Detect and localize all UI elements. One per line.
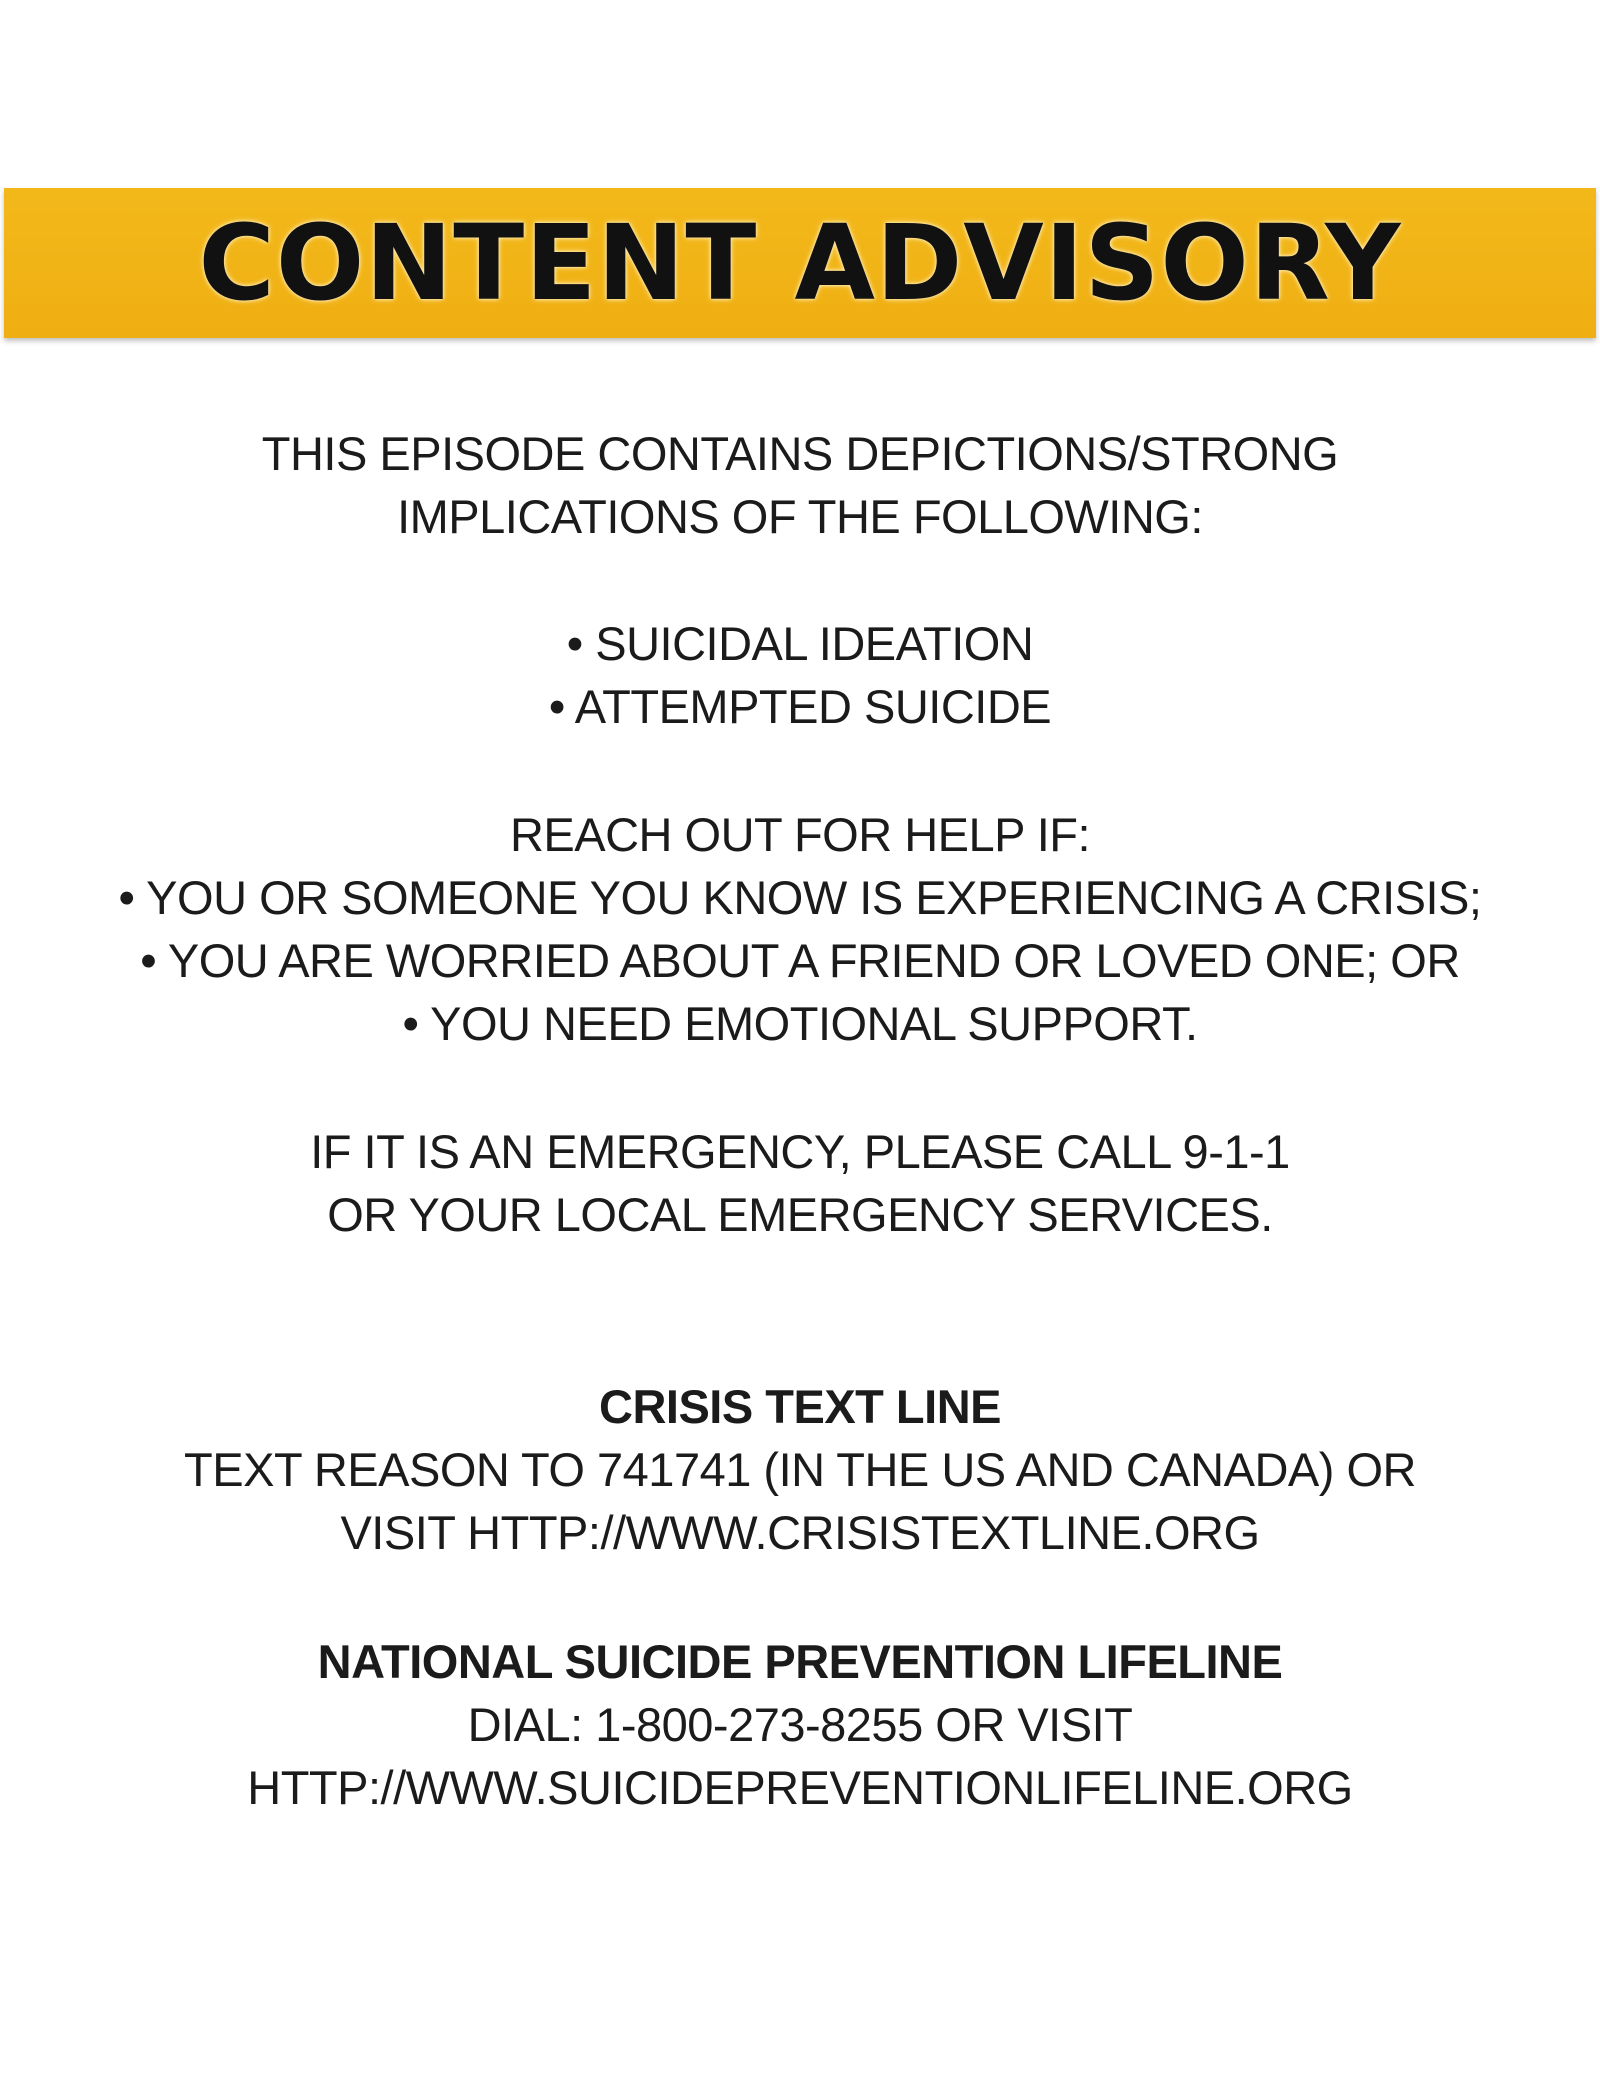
intro-line: IMPLICATIONS OF THE FOLLOWING: bbox=[397, 490, 1203, 543]
lifeline-heading: NATIONAL SUICIDE PREVENTION LIFELINE bbox=[317, 1635, 1283, 1688]
emergency-line: OR YOUR LOCAL EMERGENCY SERVICES. bbox=[327, 1188, 1273, 1241]
emergency-notice bbox=[0, 1120, 1600, 1246]
crisis-text-line-heading: CRISIS TEXT LINE bbox=[599, 1380, 1001, 1433]
emergency-line: IF IT IS AN EMERGENCY, PLEASE CALL 9-1-1 bbox=[310, 1125, 1290, 1178]
topic-item: • ATTEMPTED SUICIDE bbox=[548, 680, 1052, 733]
lifeline-detail: DIAL: 1-800-273-8255 OR VISIT bbox=[467, 1698, 1133, 1751]
intro-line: THIS EPISODE CONTAINS DEPICTIONS/STRONG bbox=[261, 427, 1339, 480]
help-section bbox=[0, 803, 1600, 1055]
advisory-banner bbox=[4, 188, 1596, 338]
help-item: • YOU OR SOMEONE YOU KNOW IS EXPERIENCING A CRISIS; bbox=[118, 871, 1482, 924]
lifeline-section bbox=[0, 1630, 1600, 1819]
help-item: • YOU ARE WORRIED ABOUT A FRIEND OR LOVED ONE; OR bbox=[140, 934, 1460, 987]
crisis-text-line-link: VISIT HTTP://WWW.CRISISTEXTLINE.ORG bbox=[340, 1506, 1260, 1559]
crisis-text-line-section bbox=[0, 1375, 1600, 1564]
help-heading: REACH OUT FOR HELP IF: bbox=[509, 808, 1091, 861]
banner-title: CONTENT ADVISORY bbox=[198, 202, 1402, 324]
intro-paragraph bbox=[0, 422, 1600, 548]
crisis-text-line-detail: TEXT REASON TO 741741 (IN THE US AND CANADA) OR bbox=[184, 1443, 1416, 1496]
topic-item: • SUICIDAL IDEATION bbox=[566, 617, 1034, 670]
topics-list bbox=[0, 612, 1600, 738]
lifeline-link: HTTP://WWW.SUICIDEPREVENTIONLIFELINE.ORG bbox=[247, 1761, 1353, 1814]
help-item: • YOU NEED EMOTIONAL SUPPORT. bbox=[402, 997, 1198, 1050]
